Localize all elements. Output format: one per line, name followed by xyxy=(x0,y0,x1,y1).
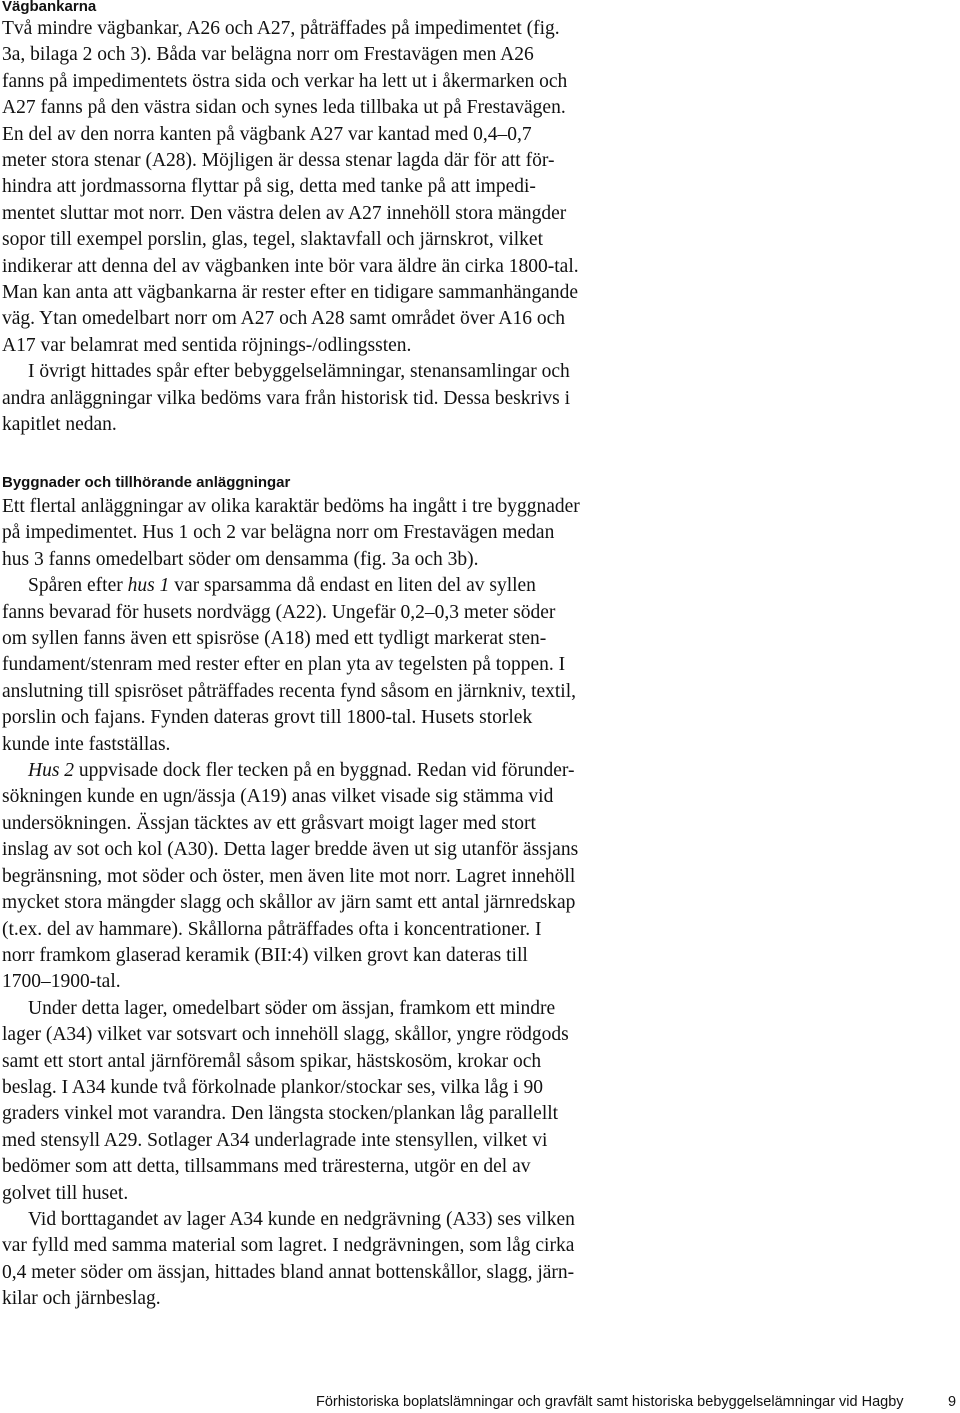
paragraph xyxy=(2,758,670,996)
text-line: sopor till exempel porslin, glas, tegel, slaktavfall och järnskrot, vilket xyxy=(2,229,544,251)
paragraph xyxy=(2,359,670,438)
text-line: på impedimentet. Hus 1 och 2 var belägna norr om Frestavägen medan xyxy=(2,522,555,544)
text-line: hindra att jordmassorna flyttar på sig, detta med tanke på att impedi- xyxy=(2,176,536,198)
text-line: mentet sluttar mot norr. Den västra delen av A27 innehöll stora mängder xyxy=(2,202,567,224)
text-line: andra anläggningar vilka bedöms vara från historisk tid. Dessa beskrivs i xyxy=(2,387,571,409)
text-line: fanns bevarad för husets nordvägg (A22). Ungefär 0,2–0,3 meter söder xyxy=(2,601,556,623)
footer-title: Förhistoriska boplatslämningar och gravfält samt historiska bebyggelselämningar vid Hagby xyxy=(316,1394,904,1410)
text-line: meter stora stenar (A28). Möjligen är dessa stenar lagda där för att för- xyxy=(2,150,555,172)
section-body-vagbankarna xyxy=(2,16,670,439)
text-line: indikerar att denna del av vägbanken inte bör vara äldre än cirka 1800-tal. xyxy=(2,255,579,277)
italic-term: hus 1 xyxy=(127,575,170,597)
section-heading-vagbankarna: Vägbankarna xyxy=(2,0,97,15)
text-line: graders vinkel mot varandra. Den längsta stocken/plankan låg parallellt xyxy=(2,1103,559,1125)
text-line: väg. Ytan omedelbart norr om A27 och A28 samt området över A16 och xyxy=(2,308,566,330)
paragraph xyxy=(2,996,670,1207)
text-line: fundament/stenram med rester efter en plan yta av tegelsten på toppen. I xyxy=(2,654,566,676)
paragraph xyxy=(2,573,670,758)
text-line: A27 fanns på den västra sidan och synes leda tillbaka ut på Frestavägen. xyxy=(2,97,566,119)
italic-term: Hus 2 xyxy=(28,760,75,782)
section-body-byggnader xyxy=(2,494,670,1313)
paragraph xyxy=(2,16,670,359)
text-line: Under detta lager, omedelbart söder om ässjan, framkom ett mindre xyxy=(28,997,556,1019)
text-line: begränsning, mot söder och öster, men även lite mot norr. Lagret innehöll xyxy=(2,865,576,887)
text-line: Ett flertal anläggningar av olika karaktär bedöms ha ingått i tre byggnader xyxy=(2,496,580,517)
text-line: lager (A34) vilket var sotsvart och innehöll slagg, skållor, yngre rödgods xyxy=(2,1024,569,1046)
text-line: bedömer som att detta, tillsammans med träresterna, utgör en del av xyxy=(2,1156,531,1178)
text-line: mycket stora mängder slagg och skållor av järn samt ett antal järnredskap xyxy=(2,892,576,914)
text-line: I övrigt hittades spår efter bebyggelselämningar, stenansamlingar och xyxy=(28,361,570,383)
page-footer xyxy=(316,1393,958,1411)
text-line: anslutning till spisröset påträffades recenta fynd såsom en järnkniv, textil, xyxy=(2,680,577,702)
text-line: kapitlet nedan. xyxy=(2,414,117,436)
text-line: 1700–1900-tal. xyxy=(2,971,121,993)
text-line: sökningen kunde en ugn/ässja (A19) anas vilket visade sig stämma vid xyxy=(2,786,554,808)
text-line: (t.ex. del av hammare). Skållorna påträffades ofta i koncentrationer. I xyxy=(2,918,542,940)
text-line: En del av den norra kanten på vägbank A27 var kantad med 0,4–0,7 xyxy=(2,123,532,145)
text-line: hus 3 fanns omedelbart söder om densamma (fig. 3a och 3b). xyxy=(2,548,479,570)
text-line: om syllen fanns även ett spisröse (A18) med ett tydligt markerat sten- xyxy=(2,628,547,650)
text-line: inslag av sot och kol (A30). Detta lager bredde även ut sig utanför ässjans xyxy=(2,839,579,861)
paragraph xyxy=(2,1207,670,1313)
text-line: undersökningen. Ässjan täcktes av ett gråsvart moigt lager med stort xyxy=(2,812,536,834)
text-line: samt ett stort antal järnföremål såsom spikar, hästskosöm, krokar och xyxy=(2,1050,542,1072)
text-line: Två mindre vägbankar, A26 och A27, påträffades på impedimentet (fig. xyxy=(2,18,560,39)
text-line: Man kan anta att vägbankarna är rester efter en tidigare sammanhängande xyxy=(2,282,579,304)
text-line: fanns på impedimentets östra sida och verkar ha lett ut i åkermarken och xyxy=(2,70,568,92)
text-line: var fylld med samma material som lagret. I nedgrävningen, som låg cirka xyxy=(2,1235,575,1257)
paragraph xyxy=(2,494,670,573)
page-number: 9 xyxy=(948,1394,957,1410)
text-line: porslin och fajans. Fynden dateras grovt till 1800-tal. Husets storlek xyxy=(2,707,533,729)
text-line: kilar och järnbeslag. xyxy=(2,1288,161,1310)
text-line: kunde inte fastställas. xyxy=(2,733,171,755)
text-line: 3a, bilaga 2 och 3). Båda var belägna norr om Frestavägen men A26 xyxy=(2,44,534,66)
text-line: Vid borttagandet av lager A34 kunde en nedgrävning (A33) ses vilken xyxy=(28,1208,575,1230)
text-line: Spåren efter hus 1 var sparsamma då endast en liten del av syllen xyxy=(28,575,536,597)
section-heading-byggnader: Byggnader och tillhörande anläggningar xyxy=(2,474,291,491)
text-line: golvet till huset. xyxy=(2,1182,129,1204)
text-line: beslag. I A34 kunde två förkolnade plankor/stockar ses, vilka låg i 90 xyxy=(2,1076,543,1098)
text-line: norr framkom glaserad keramik (BII:4) vilken grovt kan dateras till xyxy=(2,944,528,966)
text-line: A17 var belamrat med sentida röjnings-/odlingssten. xyxy=(2,334,412,356)
text-line: Hus 2 uppvisade dock fler tecken på en byggnad. Redan vid förunder- xyxy=(28,760,575,782)
text-line: med stensyll A29. Sotlager A34 underlagrade inte stensyllen, vilket vi xyxy=(2,1129,548,1151)
text-line: 0,4 meter söder om ässjan, hittades bland annat bottenskållor, slagg, järn- xyxy=(2,1261,575,1283)
